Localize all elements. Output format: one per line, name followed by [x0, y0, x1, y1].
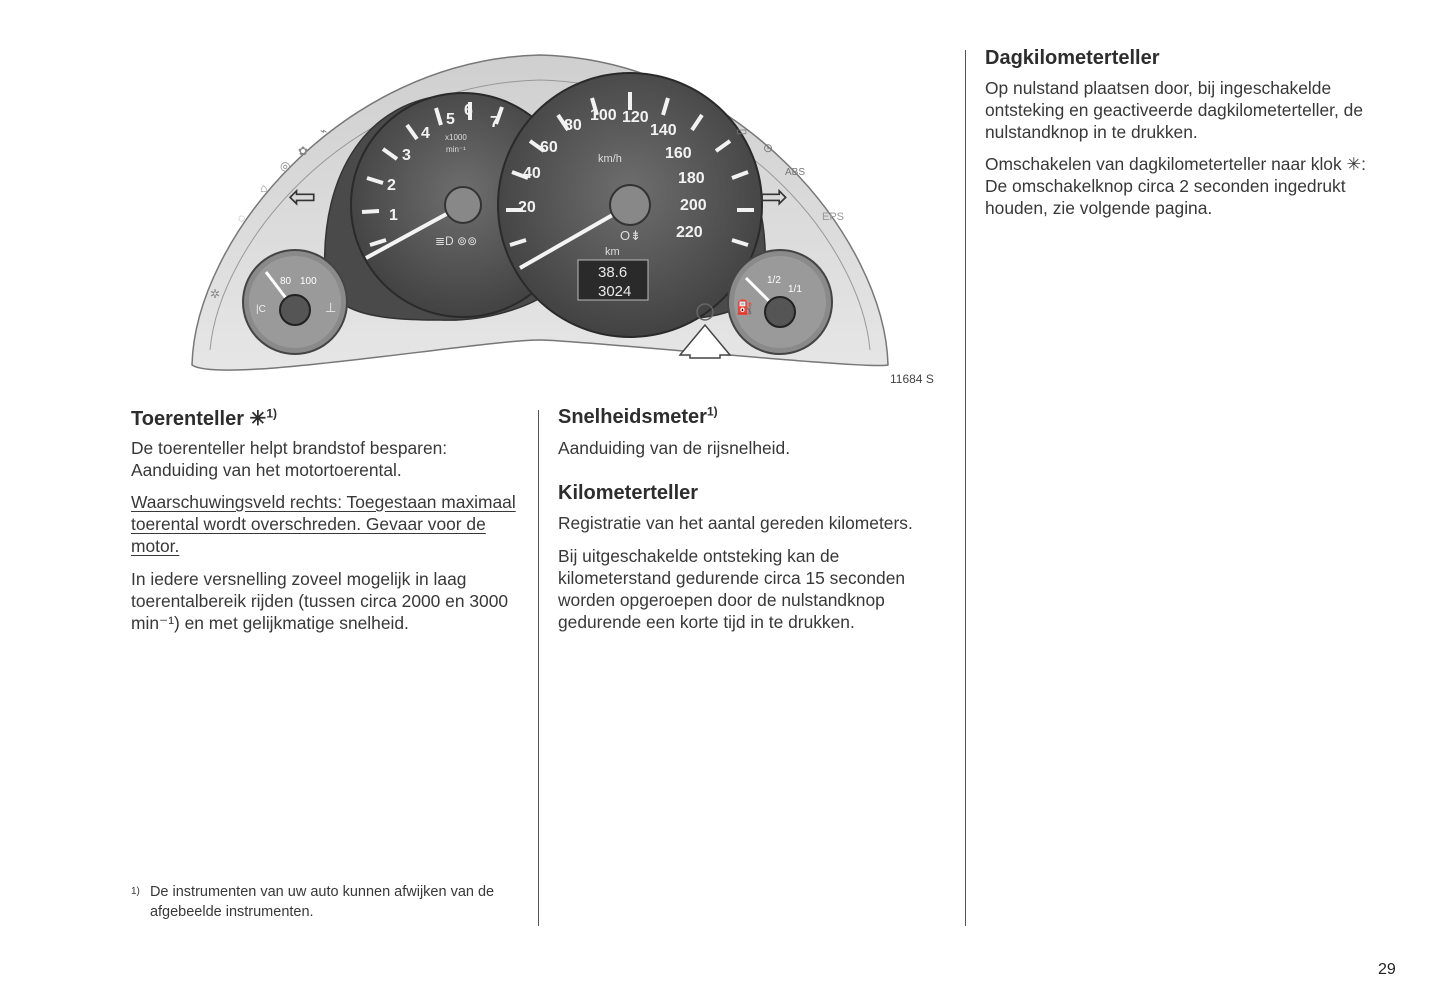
- fuel-label: 1/2: [767, 275, 781, 286]
- seatbelt-icon: ✿: [298, 144, 309, 158]
- speed-label: 200: [680, 197, 707, 214]
- speed-label: 120: [622, 109, 649, 126]
- kilometerteller-paragraph: Bij uitgeschakelde ontsteking kan de kilometerstand gedurende circa 15 seconden worden opgeroepen door de nulstandknop gedurende een korte tijd in te drukken.: [558, 546, 906, 632]
- odo-unit: km: [605, 246, 620, 258]
- fog-light-icon: O⇟: [620, 228, 642, 243]
- oil-pressure-icon: ⌁: [320, 124, 328, 138]
- tach-label: 2: [387, 177, 396, 194]
- kilometerteller-paragraph: Registratie van het aantal gereden kilometers.: [558, 513, 913, 533]
- speed-label: 80: [564, 117, 582, 134]
- speed-label: 40: [523, 165, 541, 182]
- footnote-text: De instrumenten van uw auto kunnen afwijken van de afgebeelde instrumenten.: [149, 884, 495, 920]
- speed-unit: km/h: [598, 153, 622, 165]
- trip-display: 38.6: [598, 264, 628, 281]
- eps-icon: EPS: [822, 211, 845, 223]
- speed-label: 100: [590, 107, 617, 124]
- tach-unit: x1000: [445, 133, 467, 142]
- brake-icon: ◌: [238, 211, 246, 225]
- brake-warning-icon: ⊙: [763, 141, 774, 155]
- odo-display: 3024: [598, 283, 632, 300]
- footnote-marker: 1): [131, 886, 140, 897]
- speed-label: 140: [650, 122, 677, 139]
- toerenteller-paragraph: In iedere versnelling zoveel mogelijk in laag toerentalbereik rijden (tussen circa 2000 en 3000 min⁻¹) en met gelijkmatige snelheid.: [131, 569, 509, 633]
- instrument-cluster-illustration: [180, 40, 900, 400]
- temp-label: 80: [280, 276, 292, 287]
- figure-code: 11684 S: [890, 372, 934, 386]
- turn-right-arrow-icon: ⇨: [760, 178, 789, 216]
- warning-paragraph: Waarschuwingsveld rechts: Toegestaan maximaal toerental wordt overschreden. Gevaar voor de motor.: [131, 492, 516, 556]
- tach-label: 7: [490, 114, 499, 131]
- snelheidsmeter-paragraph: Aanduiding van de rijsnelheid.: [558, 438, 791, 458]
- heading-dagkilometerteller: Dagkilometerteller: [985, 47, 1160, 69]
- temp-label: 100: [300, 276, 317, 287]
- coolant-temperature-gauge: [243, 250, 347, 354]
- frost-icon: ✲: [210, 287, 221, 301]
- trailer-icon: ⌂: [260, 181, 268, 195]
- speedometer-dial: [498, 73, 762, 337]
- speed-label: 220: [676, 224, 703, 241]
- heading-kilometerteller: Kilometerteller: [558, 482, 699, 504]
- speed-label: 180: [678, 170, 705, 187]
- dagkilometerteller-paragraph: Op nulstand plaatsen door, bij ingeschakelde ontsteking en geactiveerde dagkilometerteller, de nulstandknop in te drukken.: [985, 78, 1363, 142]
- turn-left-arrow-icon: ⇦: [288, 178, 317, 216]
- tach-label: 1: [389, 207, 398, 224]
- tach-unit: min⁻¹: [446, 145, 466, 154]
- heading-snelheidsmeter: Snelheidsmeter$^{1)}$: [558, 404, 718, 428]
- tach-label: 6: [464, 102, 473, 119]
- heading-toerenteller: Toerenteller ✳$^{1)}$: [131, 406, 277, 430]
- fuel-pump-icon: ⛽: [736, 299, 754, 315]
- speed-label: 60: [540, 139, 558, 156]
- airbag-icon: ◎: [280, 159, 291, 173]
- dagkilometerteller-paragraph: Omschakelen van dagkilometerteller naar klok ✳: De omschakelknop circa 2 seconden ingedrukt houden, zie volgende pagina.: [985, 154, 1366, 218]
- fuel-label: 1/1: [788, 284, 802, 295]
- footnote: [131, 882, 526, 922]
- tach-label: 5: [446, 111, 455, 128]
- column-divider: [965, 50, 966, 926]
- coolant-icon: ⊥: [325, 300, 337, 315]
- light-icon: ≣D ⊚⊚: [435, 234, 478, 248]
- fuel-gauge: [728, 250, 832, 354]
- tach-label: 4: [421, 125, 430, 142]
- abs-icon: ABS: [785, 167, 806, 178]
- cold-icon: |C: [256, 304, 266, 315]
- battery-icon: ▭: [736, 124, 748, 138]
- toerenteller-paragraph: De toerenteller helpt brandstof besparen: Aanduiding van het motortoerental.: [131, 438, 448, 480]
- column-divider: [538, 410, 539, 926]
- speed-label: 20: [518, 199, 536, 216]
- page-number: 29: [1378, 961, 1396, 978]
- speed-label: 160: [665, 145, 692, 162]
- tach-label: 3: [402, 147, 411, 164]
